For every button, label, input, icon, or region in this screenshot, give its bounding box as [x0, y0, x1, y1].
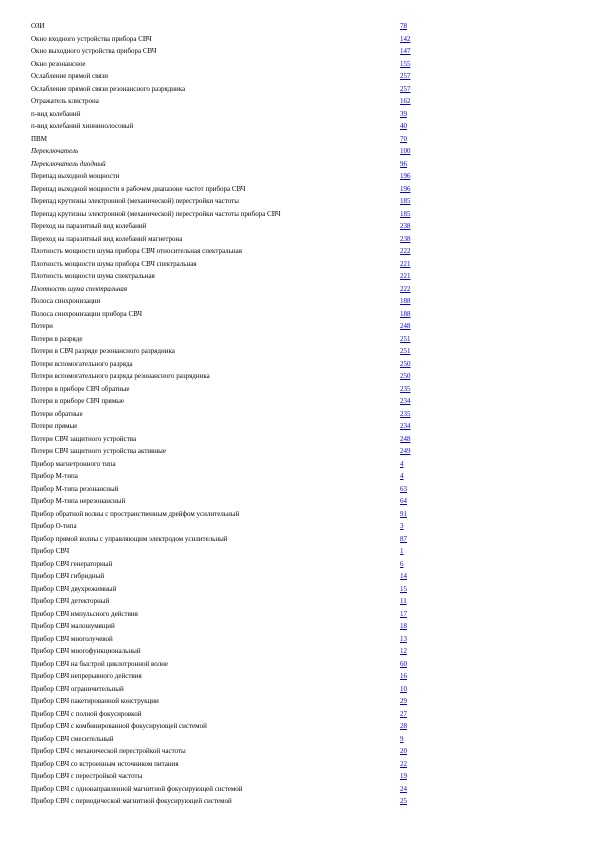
index-term: Плотность шума спектральная: [31, 284, 128, 293]
index-term: Прибор СВЧ с полной фокусировкой: [31, 709, 142, 718]
index-entry: [31, 745, 431, 757]
index-entry: [31, 720, 431, 732]
index-entry: [31, 208, 431, 220]
page-link[interactable]: 257: [400, 72, 411, 80]
page-link[interactable]: 20: [400, 747, 407, 755]
index-entry: [31, 558, 431, 570]
index-term: Прибор СВЧ многофункциональный: [31, 647, 141, 655]
index-term: Переход на паразитный вид колебаний: [31, 222, 147, 230]
index-term: Ослабление прямой связи: [31, 72, 109, 80]
index-entry: [31, 95, 431, 107]
page-link[interactable]: 221: [400, 272, 411, 280]
page-link[interactable]: 19: [400, 772, 407, 780]
index-entry: [31, 683, 431, 695]
index-term: Перепад выходной мощности в рабочем диапазоне частот прибора СВЧ: [31, 184, 246, 193]
index-term: Прибор СВЧ с комбинированной фокусирующей системой: [31, 722, 207, 730]
index-entry: [31, 458, 431, 470]
index-entry: [31, 545, 431, 557]
page-link[interactable]: 28: [400, 722, 407, 730]
index-term: Прибор СВЧ малошумящий: [31, 622, 115, 630]
index-term: Полоса синхронизации прибора СВЧ: [31, 309, 143, 318]
index-entry: [31, 783, 431, 795]
index-entry: [31, 220, 431, 232]
page-link[interactable]: 3: [400, 522, 404, 530]
index-term: Прибор О-типа: [31, 522, 77, 530]
page-link[interactable]: 147: [400, 47, 411, 55]
page-link[interactable]: 39: [400, 109, 407, 118]
page-link[interactable]: 185: [400, 197, 411, 205]
index-entry: [31, 295, 431, 307]
page-link[interactable]: 235: [400, 384, 411, 393]
index-entry: [31, 695, 431, 707]
index-term: Прибор СВЧ на быстрой циклотронной волне: [31, 659, 168, 668]
index-term: Прибор СВЧ с периодической магнитной фокусирующей системой: [31, 797, 232, 805]
index-entry: [31, 358, 431, 370]
index-term: Прибор СВЧ пакетированной конструкции: [31, 697, 159, 705]
index-term: Прибор СВЧ с перестройкой частоты: [31, 772, 143, 780]
index-term: Прибор магнетронного типа: [31, 459, 116, 468]
page-link[interactable]: 10: [400, 684, 407, 693]
index-entry: [31, 333, 431, 345]
page-link[interactable]: 248: [400, 434, 411, 443]
index-term: Прибор СВЧ гибридный: [31, 572, 105, 580]
index-term: Прибор СВЧ двухрежимный: [31, 584, 117, 593]
index-term: Перепад крутизны электронной (механической) перестройки частоты прибора СВЧ: [31, 209, 281, 218]
index-term: ПВМ: [31, 134, 47, 143]
index-term: Переключатель: [31, 147, 79, 155]
index-entry: [31, 633, 431, 645]
index-entry: [31, 508, 431, 520]
index-term: Прибор СВЧ импульсного действия: [31, 609, 138, 618]
page-link[interactable]: 196: [400, 172, 411, 180]
page-link[interactable]: 222: [400, 284, 411, 293]
page-link[interactable]: 60: [400, 659, 407, 668]
page-link[interactable]: 1: [400, 547, 404, 555]
index-term: Потери в разряде: [31, 334, 83, 343]
index-entry: [31, 495, 431, 507]
index-term: Потери вспомогательного разряда резонансного разрядника: [31, 372, 210, 380]
page-link[interactable]: 63: [400, 484, 407, 493]
index-entry: [31, 20, 431, 32]
page-link[interactable]: 29: [400, 697, 407, 705]
index-entry: [31, 170, 431, 182]
page-link[interactable]: 40: [400, 122, 407, 130]
index-entry: [31, 645, 431, 657]
index-term: Ослабление прямой связи резонансного разрядника: [31, 84, 186, 93]
index-entry: [31, 70, 431, 82]
index-entry: [31, 33, 431, 45]
page-link[interactable]: 250: [400, 359, 411, 368]
page-link[interactable]: 25: [400, 797, 407, 805]
index-entry: [31, 533, 431, 545]
index-entry: [31, 308, 431, 320]
index-term: Прибор М-типа: [31, 472, 78, 480]
page-link[interactable]: 249: [400, 447, 411, 455]
index-entry: [31, 670, 431, 682]
page-link[interactable]: 257: [400, 84, 411, 93]
index-term: Окно входного устройства прибора СВЧ: [31, 34, 152, 43]
index-entry: [31, 158, 431, 170]
index-entry: [31, 45, 431, 57]
page-link[interactable]: 27: [400, 709, 407, 718]
page-link[interactable]: 188: [400, 297, 411, 305]
page-link[interactable]: 196: [400, 184, 411, 193]
index-entry: [31, 145, 431, 157]
index-entry: [31, 120, 431, 132]
index-entry: [31, 133, 431, 145]
index-term: Прибор СВЧ ограничительный: [31, 684, 124, 693]
index-term: Прибор СВЧ со встроенным источником питания: [31, 759, 179, 768]
index-entry: [31, 383, 431, 395]
index-term: Прибор СВЧ многолучевой: [31, 634, 113, 643]
index-term: Прибор СВЧ генераторный: [31, 559, 113, 568]
index-term: Переключатель диодный: [31, 159, 106, 168]
index-entry: [31, 420, 431, 432]
index-entry: [31, 708, 431, 720]
page-link[interactable]: 70: [400, 134, 407, 143]
page-link[interactable]: 16: [400, 672, 407, 680]
index-entry: [31, 345, 431, 357]
page-link[interactable]: 100: [400, 147, 411, 155]
page-link[interactable]: 4: [400, 459, 404, 468]
page-link[interactable]: 24: [400, 784, 407, 793]
index-term: Плотность мощности шума спектральная: [31, 272, 155, 280]
page-link[interactable]: 238: [400, 234, 411, 243]
page-link[interactable]: 221: [400, 259, 411, 268]
index-term: Прибор М-типа нерезонансный: [31, 497, 126, 505]
page-link[interactable]: 250: [400, 372, 411, 380]
index-term: Прибор прямой волны с управляющим электродом усилительный: [31, 534, 228, 543]
index-entry: [31, 183, 431, 195]
page-link[interactable]: 17: [400, 609, 407, 618]
page-link[interactable]: 64: [400, 497, 407, 505]
index-term: Потери вспомогательного разряда: [31, 359, 133, 368]
index-entry: [31, 408, 431, 420]
index-entry: [31, 595, 431, 607]
page-link[interactable]: 18: [400, 622, 407, 630]
index-term: Плотность мощности шума прибора СВЧ спектральная: [31, 259, 197, 268]
index-entry: [31, 245, 431, 257]
index-term: Прибор обратной волны с пространственным дрейфом усилительный: [31, 509, 240, 518]
page-link[interactable]: 78: [400, 22, 407, 30]
index-term: п-вид колебаний хиннинолосовый: [31, 122, 134, 130]
index-term: Прибор СВЧ смесительный: [31, 734, 114, 743]
page-link[interactable]: 91: [400, 509, 407, 518]
index-entry: [31, 445, 431, 457]
index-entry: [31, 395, 431, 407]
index-entry: [31, 470, 431, 482]
index-entry: [31, 195, 431, 207]
index-entry: [31, 570, 431, 582]
page-link[interactable]: 162: [400, 97, 411, 105]
page-link[interactable]: 96: [400, 159, 407, 168]
index-term: Окно выходного устройства прибора СВЧ: [31, 47, 157, 55]
page-link[interactable]: 234: [400, 397, 411, 405]
index-term: Прибор СВЧ с однонаправленной магнитной фокусирующей системой: [31, 784, 243, 793]
page-link[interactable]: 6: [400, 559, 404, 568]
page-link[interactable]: 222: [400, 247, 411, 255]
index-entry: [31, 258, 431, 270]
index-term: Окно резонансное: [31, 59, 86, 68]
index-entry: [31, 433, 431, 445]
index-entry: [31, 320, 431, 332]
index-entry: [31, 370, 431, 382]
page-link[interactable]: 22: [400, 759, 407, 768]
index-entry: [31, 795, 431, 807]
index-entry: [31, 270, 431, 282]
page-link[interactable]: 188: [400, 309, 411, 318]
page-link[interactable]: 248: [400, 322, 411, 330]
index-term: Переход на паразитный вид колебаний магнетрона: [31, 234, 183, 243]
index-entry: [31, 233, 431, 245]
index-term: Отражатель клистрона: [31, 97, 99, 105]
page-link[interactable]: 15: [400, 584, 407, 593]
index-term: Потери прямые: [31, 422, 78, 430]
page-link[interactable]: 251: [400, 347, 411, 355]
index-term: Прибор М-типа резонансный: [31, 484, 119, 493]
page-link[interactable]: 13: [400, 634, 407, 643]
index-entry: [31, 608, 431, 620]
page-link[interactable]: 12: [400, 647, 407, 655]
index-term: Прибор СВЧ: [31, 547, 70, 555]
index-entry: [31, 58, 431, 70]
page-link[interactable]: 185: [400, 209, 411, 218]
index-entry: [31, 620, 431, 632]
page-link[interactable]: 9: [400, 734, 404, 743]
index-term: Потери СВЧ защитного устройства активные: [31, 447, 166, 455]
index-entry: [31, 658, 431, 670]
page-link[interactable]: 87: [400, 534, 407, 543]
index-entry: [31, 283, 431, 295]
page-link[interactable]: 251: [400, 334, 411, 343]
page-link[interactable]: 238: [400, 222, 411, 230]
index-term: Потери СВЧ защитного устройства: [31, 434, 137, 443]
index-entry: [31, 520, 431, 532]
index-term: Прибор СВЧ детекторный: [31, 597, 110, 605]
index-term: Плотность мощности шума прибора СВЧ относительная спектральная: [31, 247, 242, 255]
page-link[interactable]: 4: [400, 472, 404, 480]
page-link[interactable]: 155: [400, 59, 411, 68]
index-term: Потери: [31, 322, 53, 330]
index-term: Прибор СВЧ с механической перестройкой частоты: [31, 747, 186, 755]
index-term: Потери в СВЧ разряде резонансного разрядника: [31, 347, 175, 355]
index-term: ОЗИ: [31, 22, 45, 30]
index-term: Потери в приборе СВЧ обратные: [31, 384, 130, 393]
page-link[interactable]: 11: [400, 597, 407, 605]
page-link[interactable]: 235: [400, 409, 411, 418]
index-entry: [31, 758, 431, 770]
page-link[interactable]: 14: [400, 572, 407, 580]
index-entry: [31, 733, 431, 745]
index-entry: [31, 770, 431, 782]
index-term: Потери обратные: [31, 409, 83, 418]
index-entry: [31, 108, 431, 120]
index-term: Перепад выходной мощности: [31, 172, 120, 180]
page-link[interactable]: 234: [400, 422, 411, 430]
index-entry: [31, 83, 431, 95]
index-term: Прибор СВЧ непрерывного действия: [31, 672, 142, 680]
index-entry: [31, 483, 431, 495]
page-link[interactable]: 142: [400, 34, 411, 43]
index-term: Перепад крутизны электронной (механической) перестройки частоты: [31, 197, 239, 205]
index-term: Потери в приборе СВЧ прямые: [31, 397, 125, 405]
index-term: п-вид колебаний: [31, 109, 81, 118]
index-entry: [31, 583, 431, 595]
index-term: Полоса синхронизации: [31, 297, 101, 305]
